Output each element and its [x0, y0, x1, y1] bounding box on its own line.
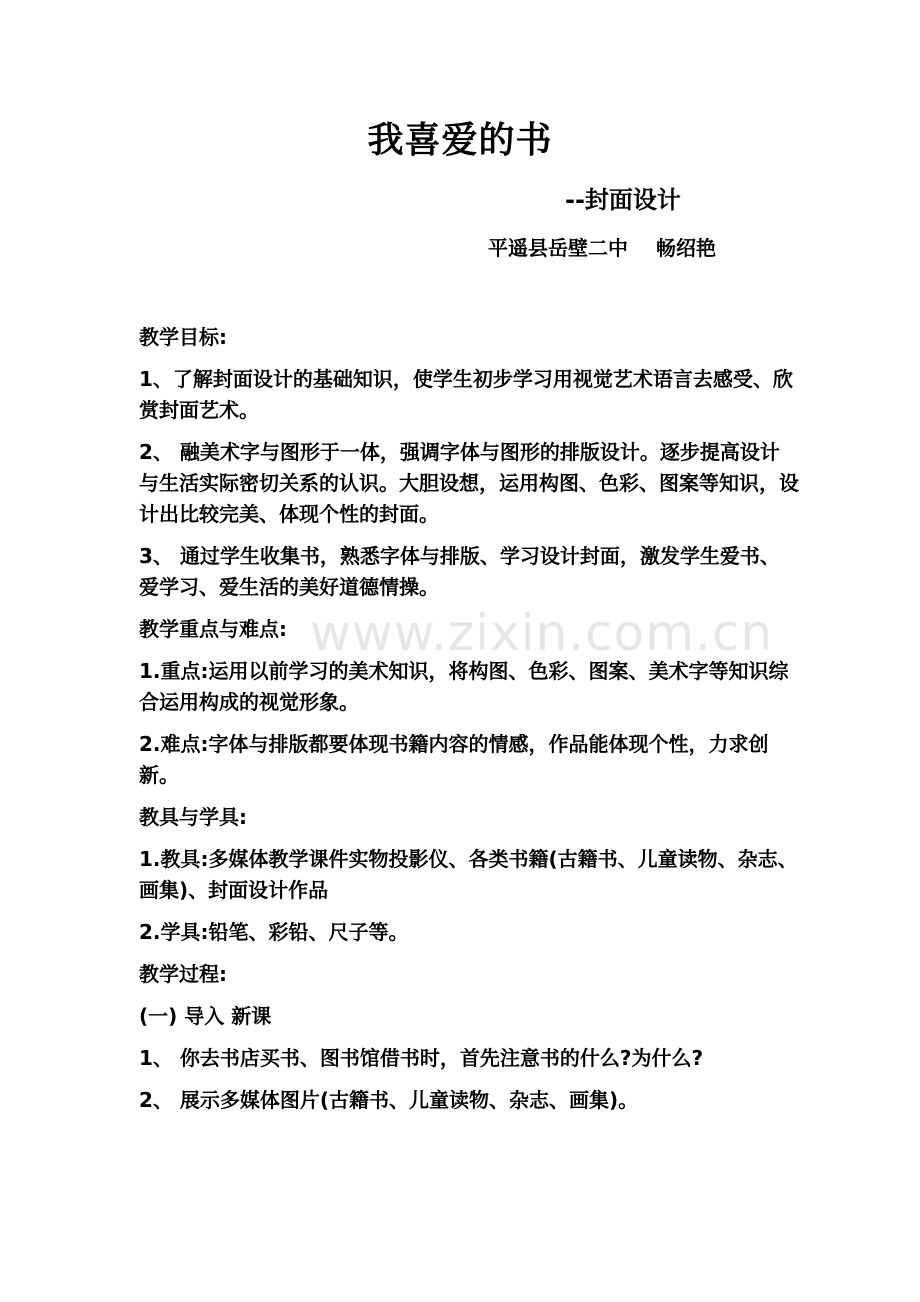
process-item-2: 2、 展示多媒体图片(古籍书、儿童读物、杂志、画集)。 — [139, 1088, 639, 1112]
key-point: 1.重点:运用以前学习的美术知识，将构图、色彩、图案、美术字等知识综合运用构成的视觉形象。 — [139, 659, 789, 714]
document-body — [139, 322, 799, 1127]
student-materials: 2.学具:铅笔、彩铅、尺子等。 — [139, 920, 409, 944]
process-step-heading: (一) 导入 新课 — [139, 1004, 272, 1028]
section-heading-objectives: 教学目标: — [139, 325, 227, 349]
difficult-point: 2.难点:字体与排版都要体现书籍内容的情感，作品能体现个性，力求创新。 — [139, 732, 769, 787]
section-heading-process: 教学过程: — [139, 962, 227, 986]
section-heading-materials: 教具与学具: — [139, 805, 247, 829]
objective-1: 1、了解封面设计的基础知识，使学生初步学习用视觉艺术语言去感受、欣赏封面艺术。 — [139, 367, 793, 422]
page-title: 我喜爱的书 — [367, 120, 553, 161]
section-heading-key-points: 教学重点与难点: — [139, 617, 287, 641]
teacher-materials: 1.教具:多媒体教学课件实物投影仪、各类书籍(古籍书、儿童读物、杂志、画集)、封面设计作品 — [139, 847, 798, 902]
objective-2: 2、 融美术字与图形于一体，强调字体与图形的排版设计。逐步提高设计与生活实际密切关系的认识。大胆设想，运用构图、色彩、图案等知识，设计出比较完美、体现个性的封面。 — [139, 440, 799, 526]
author-line — [488, 232, 744, 261]
school-name: 平遥县岳壁二中 — [488, 236, 628, 260]
watermark: www.zixin.com.cn — [310, 604, 774, 662]
process-item-1: 1、 你去书店买书、图书馆借书时，首先注意书的什么?为什么? — [139, 1046, 704, 1070]
teacher-name: 畅绍艳 — [656, 236, 716, 260]
objective-3: 3、 通过学生收集书，熟悉字体与排版、学习设计封面，激发学生爱书、爱学习、爱生活的美好道德情操。 — [139, 544, 780, 599]
page-subtitle: --封面设计 — [565, 186, 681, 214]
